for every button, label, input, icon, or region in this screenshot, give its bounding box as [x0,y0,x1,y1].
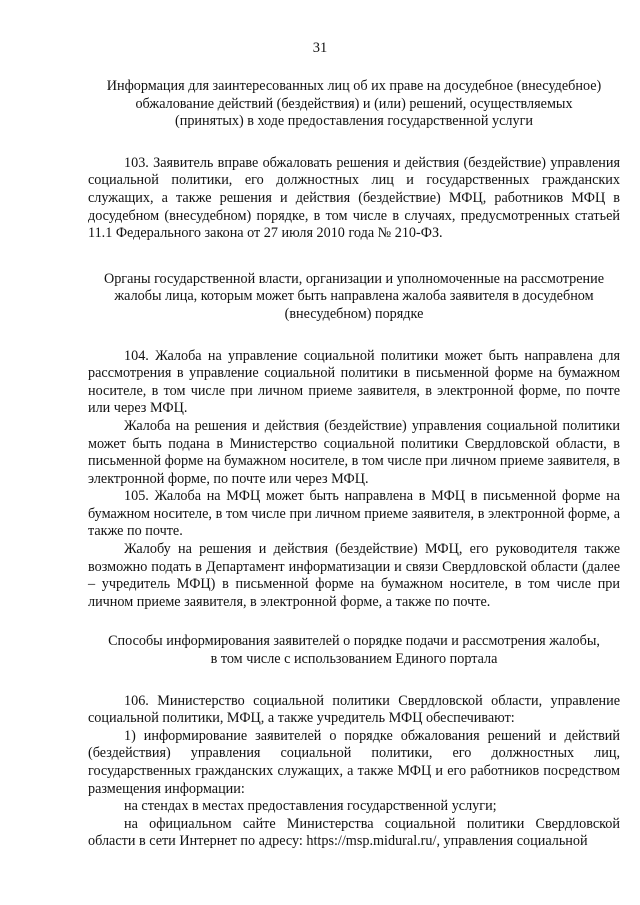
paragraph-104: 104. Жалоба на управление социальной политики может быть направлена для рассмотрения в управление социальной политики в письменной форме на бумажном носителе, в том числе при личном приеме заявителя, в электронной форме, по почте или через МФЦ. [88,347,620,417]
paragraph-103: 103. Заявитель вправе обжаловать решения и действия (бездействие) управления социальной политики, его должностных лиц и государственных гражданских служащих, а также решения и действия (бездействие) МФЦ, работников МФЦ в досудебном (внесудебном) порядке, в том числе в случаях, предусмотренных статьей 11.1 Федерального закона от 27 июля 2010 года № 210-ФЗ. [88,154,620,242]
paragraph-106: 106. Министерство социальной политики Свердловской области, управление социальной политики, МФЦ, а также учредитель МФЦ обеспечивают: [88,692,620,727]
paragraph-104-ministry: Жалоба на решения и действия (бездействие) управления социальной политики может быть подана в Министерство социальной политики Свердловской области, в письменной форме на бумажном носителе, в том числе при личном приеме заявителя, в электронной форме, по почте или через МФЦ. [88,417,620,487]
heading-line: в том числе с использованием Единого портала [210,651,498,668]
section-heading-informing [88,633,620,668]
document-body [88,78,620,851]
heading-line: Информация для заинтересованных лиц об их праве на досудебное (внесудебное) [106,78,602,94]
paragraph-106-website: на официальном сайте Министерства социальной политики Свердловской области в сети Интернет по адресу: https://msp.midural.ru/, управления социальной [88,815,620,850]
heading-line: обжалование действий (бездействия) и (или) решений, осуществляемых [135,95,573,112]
heading-line: жалобы лица, которым может быть направлена жалоба заявителя в досудебном [114,288,594,305]
heading-line: Способы информирования заявителей о порядке подачи и рассмотрения жалобы, [108,633,600,650]
heading-line: Органы государственной власти, организации и уполномоченные на рассмотрение [103,270,605,287]
paragraph-106-stands: на стендах в местах предоставления государственной услуги; [124,798,497,815]
heading-line: (внесудебном) порядке [284,305,424,322]
paragraph-105-department: Жалобу на решения и действия (бездействие) МФЦ, его руководителя также возможно подать в Департамент информатизации и связи Свердловской области (далее – учредитель МФЦ) в письменной форме на бумажном носителе, в том числе при личном приеме заявителя, в электронной форме, а также по почте. [88,541,620,610]
page-number: 31 [312,40,328,56]
heading-line: (принятых) в ходе предоставления государственной услуги [175,113,533,130]
paragraph-105: 105. Жалоба на МФЦ может быть направлена в МФЦ в письменной форме на бумажном носителе, в том числе при личном приеме заявителя, в электронной форме, а также по почте. [88,488,620,540]
section-heading-authorities [88,271,620,324]
paragraph-106-item-1: 1) информирование заявителей о порядке обжалования решений и действий (бездействия) управления социальной политики, его должностных лиц, государственных гражданских служащих, а также МФЦ и его работников посредством размещения информации: [88,727,620,797]
section-heading-appeal-rights [88,78,620,131]
